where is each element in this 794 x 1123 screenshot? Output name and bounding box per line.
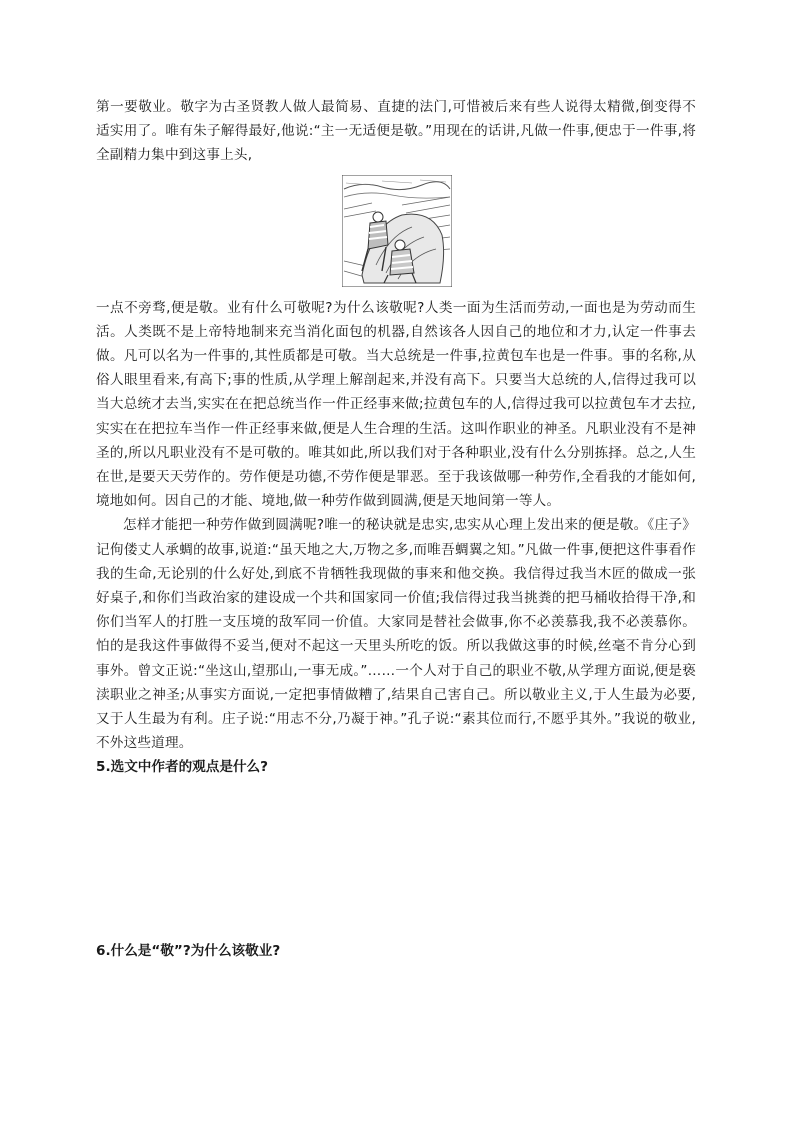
passage: [96, 95, 696, 793]
paragraph-3: 怎样才能把一种劳作做到圆满呢?唯一的秘诀就是忠实,忠实从心理上发出来的便是敬。《庄子》记佝偻丈人承蜩的故事,说道:“虽天地之大,万物之多,而唯吾蜩翼之知。”凡做一件事,便把这件事看作我的生命,无论别的什么好处,到底不肯牺牲我现做的事来和他交换。我信得过我当木匠的做成一张好桌子,和你们当政治家的建设成一个共和国家同一价值;我信得过我当挑粪的把马桶收拾得干净,和你们当军人的打胜一支压境的敌军同一价值。大家同是替社会做事,你不必羡慕我,我不必羡慕你。怕的是我这件事做得不妥当,便对不起这一天里头所吃的饭。所以我做这事的时候,丝毫不肯分心到事外。曾文正说:“坐这山,望那山,一事无成。”……一个人对于自己的职业不敬,从学理方面说,便是亵渎职业之神圣;从事实方面说,一定把事情做糟了,结果自己害自己。所以敬业主义,于人生最为必要,又于人生最为有利。庄子说:“用志不分,乃凝于神。”孔子说:“素其位而行,不愿乎其外。”我说的敬业,不外这些道理。: [96, 517, 696, 752]
plowing-figure: [342, 175, 452, 287]
paragraph-1: 第一要敬业。敬字为古圣贤教人做人最简易、直捷的法门,可惜被后来有些人说得太精微,倒变得不适实用了。唯有朱子解得最好,他说:“主一无适便是敬。”用现在的话讲,凡做一件事,便忠于一件事,将全副精力集中到这事上头,: [96, 99, 696, 164]
paragraph-2: 一点不旁骛,便是敬。业有什么可敬呢?为什么该敬呢?人类一面为生活而劳动,一面也是为劳动而生活。人类既不是上帝特地制来充当消化面包的机器,自然该各人因自己的地位和才力,认定一件事去做。凡可以名为一件事的,其性质都是可敬。当大总统是一件事,拉黄包车也是一件事。事的名称,从俗人眼里看来,有高下;事的性质,从学理上解剖起来,并没有高下。只要当大总统的人,信得过我可以当大总统才去当,实实在在把总统当作一件正经事来做;拉黄包车的人,信得过我可以拉黄包车才去拉,实实在在把拉车当作一件正经事来做,便是人生合理的生活。这叫作职业的神圣。凡职业没有不是神圣的,所以凡职业没有不是可敬的。唯其如此,所以我们对于各种职业,没有什么分别拣择。总之,人生在世,是要天天劳作的。劳作便是功德,不劳作便是罪恶。至于我该做哪一种劳作,全看我的才能如何,境地如何。因自己的才能、境地,做一种劳作做到圆满,便是天地间第一等人。: [96, 299, 696, 510]
question-5: 5.选文中作者的观点是什么?: [96, 759, 269, 776]
question-6: 6.什么是“敬”?为什么该敬业?: [96, 943, 281, 959]
